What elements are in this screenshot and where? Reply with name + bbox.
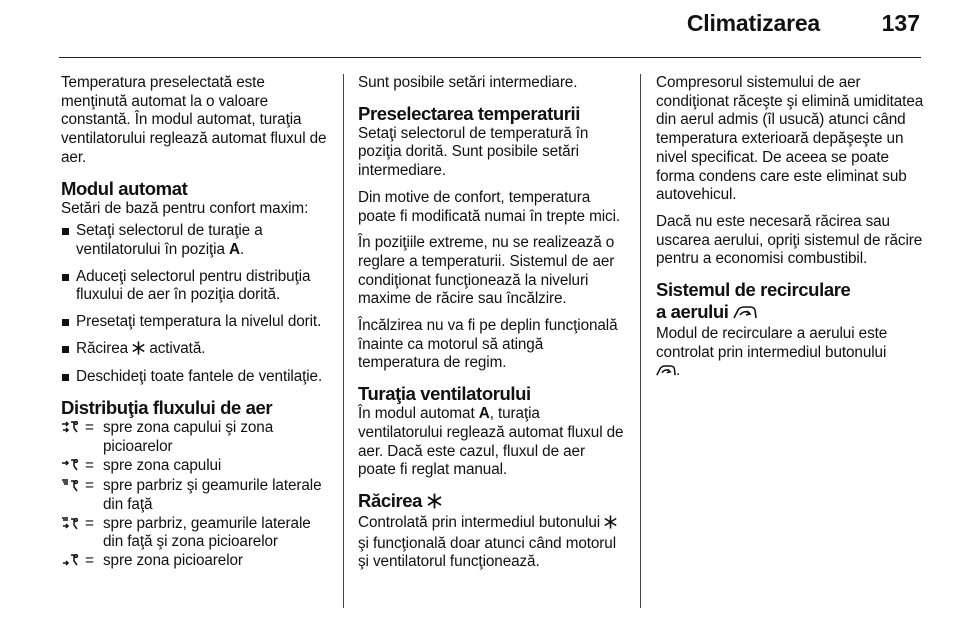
equals-sign: = [85,419,94,437]
list-item-text: spre zona capului şi zona picioarelor [103,419,274,455]
paragraph: Sunt posibile setări intermediare. [358,74,578,91]
intro-paragraph: Temperatura preselectată este menţinută automat la o valoare constantă. În modul automat, turaţia ventilatorului reglează automat fluxul de aer. [61,74,327,166]
equals-sign: = [85,477,94,495]
equals-sign: = [85,456,94,474]
airflow-head-feet-icon [61,419,85,440]
list-item [61,222,333,259]
auto-symbol: A [478,405,490,423]
paragraph: Încălzirea nu va fi pe deplin funcţională înainte ca motorul să atingă temperatura de regim. [358,317,618,372]
snowflake-icon [132,341,145,361]
chapter-title: Climatizarea [686,10,820,36]
auto-symbol: A [229,240,240,258]
list-item-text: Setaţi selectorul de turaţie a ventilatorului în poziţia [76,222,263,258]
list-item-text: spre zona capului [103,456,222,474]
fan-speed-heading: Turaţia ventilatorului [358,383,531,405]
page-number: 137 [881,10,920,36]
auto-mode-heading: Modul automat [61,177,188,199]
paragraph [358,514,626,572]
list-item [61,340,333,361]
equals-sign: = [85,552,94,570]
list-item: Presetaţi temperatura la nivelul dorit. [61,313,333,332]
paragraph-text: , turaţia ventilatorului reglează automat fluxul de aer. Dacă este cazul, fluxul de aer poate fi reglat manual. [358,405,624,479]
paragraph: În poziţiile extreme, nu se realizează o reglare a temperaturii. Sistemul de aer condiţionat funcţionează la niveluri maxime de răcire sau încălzire. [358,234,615,308]
paragraph: Dacă nu este necesară răcirea sau uscarea aerului, opriţi sistemul de răcire pentru a economisi combustibil. [656,212,923,268]
header-divider [59,57,921,58]
list-item-end: activată. [145,339,206,357]
paragraph-text: Modul de recirculare a aerului este controlat prin intermediul butonului [656,325,888,361]
auto-mode-list [61,222,333,387]
column-left [61,74,333,573]
heading-text: Răcirea [358,489,423,511]
auto-mode-lead: Setări de bază pentru confort maxim: [61,199,309,217]
heading-text: a aerului [656,301,729,323]
airflow-windshield-feet-icon [61,515,85,536]
paragraph-text: . [676,362,681,380]
paragraph [358,405,626,480]
column-middle [358,74,626,580]
column-divider [640,74,641,608]
paragraph [656,325,926,383]
list-item: Aduceţi selectorul pentru distribuţia fluxului de aer în poziţia dorită. [61,268,333,305]
recirculation-icon [656,364,676,383]
paragraph-text: În modul automat [358,405,479,423]
column-divider [343,74,344,608]
recirculation-heading [656,279,926,325]
list-item [61,552,333,573]
list-item-text: spre parbriz şi geamurile laterale din faţă [103,477,322,513]
list-item-text: spre zona picioarelor [103,552,243,570]
list-item-text: Răcirea [76,339,133,357]
list-item-text: spre parbriz, geamurile laterale din faţă şi zona picioarelor [103,514,311,551]
paragraph-text: Controlată prin intermediul butonului [358,513,605,531]
snowflake-icon [427,492,442,514]
snowflake-icon [604,515,617,535]
equals-sign: = [85,514,94,532]
paragraph: Setaţi selectorul de temperatură în poziţia dorită. Sunt posibile setări intermediare. [358,124,589,180]
airflow-windshield-icon [61,477,85,498]
list-item-end: . [239,240,245,258]
list-item [61,457,333,478]
airflow-head-icon [61,457,85,478]
temperature-heading: Preselectarea temperaturii [358,102,581,124]
paragraph-text: şi funcţională doar atunci când motorul şi ventilatorul funcţionează. [358,534,616,571]
paragraph: Din motive de confort, temperatura poate fi modificată numai în trepte mici. [358,188,621,225]
cooling-heading [358,490,626,514]
list-item: Deschideţi toate fantele de ventilaţie. [61,368,333,387]
list-item [61,419,333,456]
heading-text: Sistemul de recirculare [656,279,851,301]
column-right [656,74,926,391]
airflow-feet-icon [61,552,85,573]
paragraph: Compresorul sistemului de aer condiţionat răceşte şi elimină umiditatea din aerul admis (îl usucă) atunci când temperatura exterioară depăşeşte un nivel specificat. De aceea se poate forma condens care este eliminat sub autovehicul. [656,74,924,204]
recirculation-icon [733,303,757,325]
air-distribution-list [61,419,333,573]
list-item [61,515,333,552]
air-distribution-heading: Distribuţia fluxului de aer [61,397,273,419]
list-item [61,477,333,514]
